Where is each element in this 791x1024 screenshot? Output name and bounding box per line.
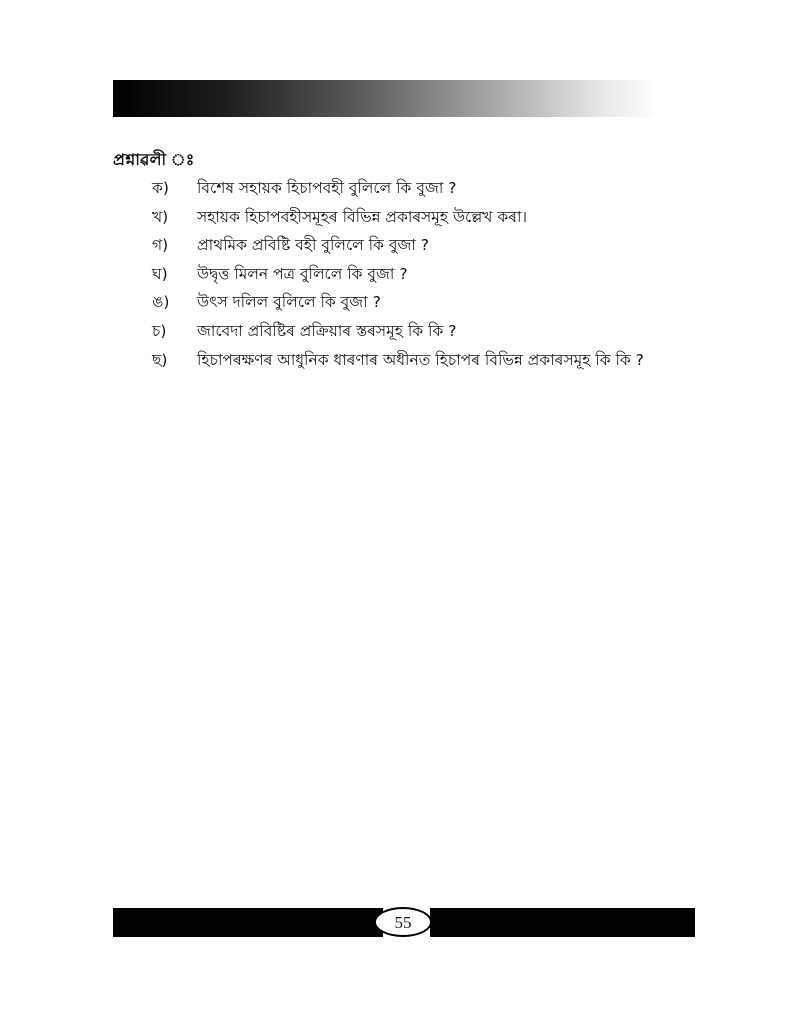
question-marker: চ) [152,321,167,340]
question-item [152,290,644,319]
question-text: বিশেষ সহায়ক হিচাপবহী বুলিলে কি বুজা ? [197,179,457,197]
question-item [152,233,644,262]
question-item [152,205,644,234]
question-marker: ঙ) [152,293,170,312]
question-item [152,348,644,377]
header-gradient-band [113,80,658,117]
page-number-oval [374,907,432,937]
footer-bar-left [113,908,383,937]
question-item [152,319,644,348]
question-marker: ছ) [152,350,168,369]
question-text: প্ৰাথমিক প্ৰবিষ্টি বহী বুলিলে কি বুজা ? [197,236,429,255]
question-marker: ক) [152,179,169,197]
question-text: উৎস দলিল বুলিলে কি বুজা ? [197,293,381,312]
question-text: সহায়ক হিচাপবহীসমূহৰ বিভিন্ন প্ৰকাৰসমূহ উল্লেখ কৰা। [197,207,528,226]
question-item [152,262,644,291]
question-marker: খ) [152,207,169,226]
questions-heading: প্ৰশ্নাৱলী ঃ [113,150,195,169]
question-text: উদ্বৃত্ত মিলন পত্ৰ বুলিলে কি বুজা ? [197,264,408,283]
question-marker: ঘ) [152,264,168,283]
question-text: হিচাপৰক্ষণৰ আধুনিক ধাৰণাৰ অধীনত হিচাপৰ বিভিন্ন প্ৰকাৰসমূহ কি কি ? [197,350,644,369]
question-text: জাবেদা প্ৰবিষ্টিৰ প্ৰক্ৰিয়াৰ স্তৰসমূহ কি কি ? [197,321,457,340]
page-number: 55 [394,912,412,932]
question-list [152,176,644,376]
question-marker: গ) [152,236,169,255]
question-item [152,176,644,205]
footer-bar-right [430,908,695,937]
